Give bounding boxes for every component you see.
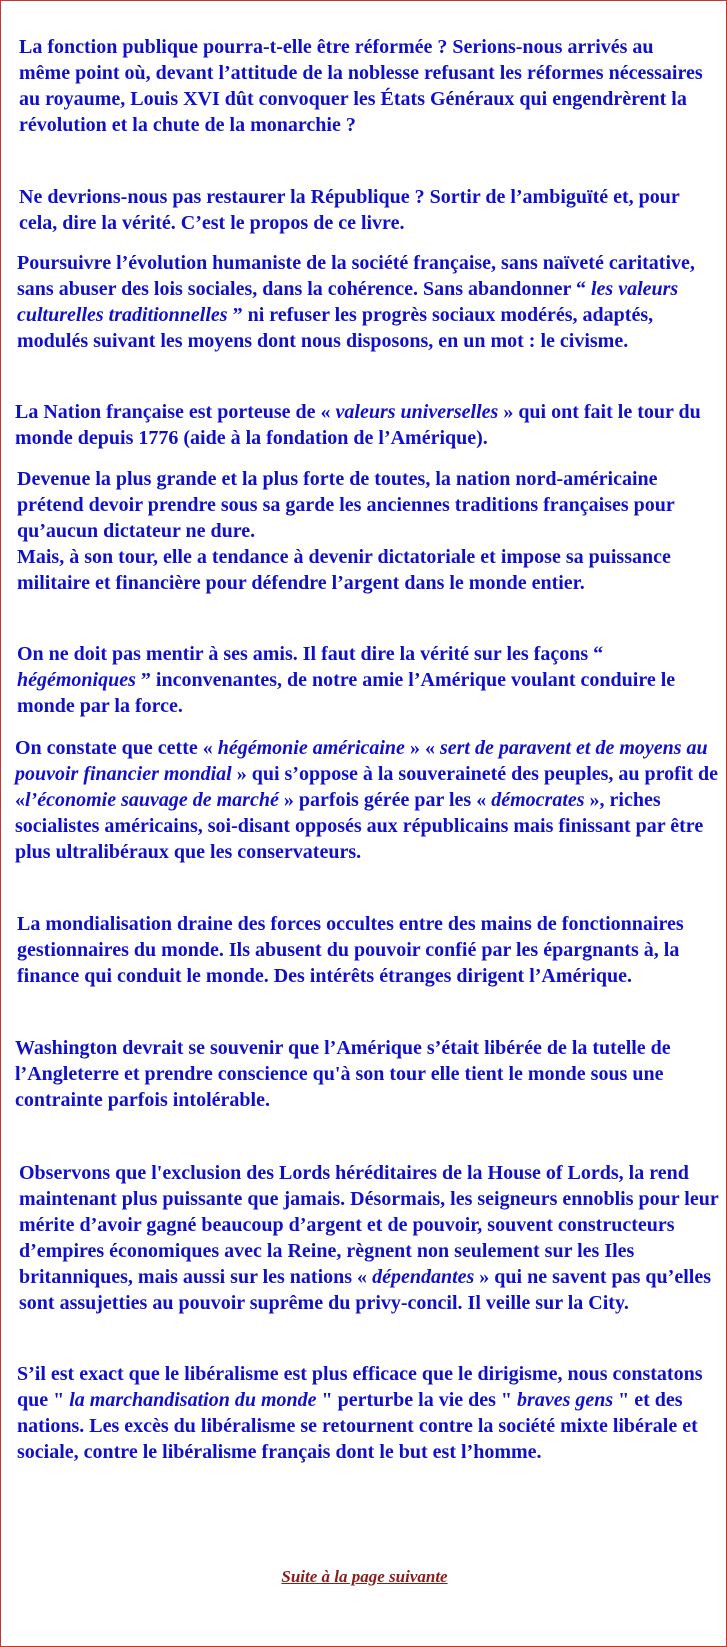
text-run: Poursuivre l’évolution humaniste de la société française, sans naïveté caritative, sans abuser des lois sociales, dans la cohérence. Sans abandonner “ (17, 252, 695, 300)
text-run: S’il est exact que le libéralisme est plus efficace que le dirigisme, nous constatons que " (17, 1363, 703, 1411)
italic-run: les valeurs culturelles traditionnelles (17, 278, 679, 326)
text-run: », riches socialistes américains, soi-disant opposés aux républicains mais finissant par être plus ultralibéraux que les conservateurs. (15, 789, 704, 863)
italic-run: sert de paravent et de moyens au pouvoir financier mondial (15, 737, 708, 785)
paragraph-house-of-lords (19, 1160, 719, 1316)
paragraph-truth-to-friends (17, 641, 722, 719)
italic-run: dépendantes (372, 1266, 475, 1288)
text-run: » « (404, 737, 440, 759)
italic-run: valeurs universelles (335, 401, 499, 423)
text-run: La Nation française est porteuse de « (15, 401, 336, 423)
text-run: " et des nations. Les excès du libéralisme se retournent contre la société mixte libérale et sociale, contre le libéralisme français dont le but est l’homme. (17, 1389, 698, 1463)
text-run: Mais, à son tour, elle a tendance à devenir dictatoriale et impose sa puissance militaire et financière pour défendre l’argent dans le monde entier. (17, 546, 671, 594)
next-page-link[interactable]: Suite à la page suivante (281, 1567, 448, 1586)
text-run: » qui ont fait le tour du monde depuis 1776 (aide à la fondation de l’Amérique). (15, 401, 701, 449)
paragraph-washington: Washington devrait se souvenir que l’Amérique s’était libérée de la tutelle de l’Angleterre et prendre conscience qu'à son tour elle tient le monde sous une contrainte parfois intolérable. (15, 1037, 671, 1111)
text-run: ” ni refuser les progrès sociaux modérés, adaptés, modulés suivant les moyens dont nous disposons, en un mot : le civisme. (17, 304, 654, 352)
text-run: On constate que cette « (15, 737, 218, 759)
text-run: Observons que l'exclusion des Lords héréditaires de la House of Lords, la rend maintenant plus puissante que jamais. Désormais, les seigneurs ennoblis pour leur mérite d’avoir gagné beaucoup d’argent et de pouvoir, souvent constructeurs d’empires économiques avec la Reine, règnent non seulement sur les Iles britanniques, mais aussi sur les nations « (19, 1162, 719, 1288)
text-run: ” inconvenantes, de notre amie l’Amérique voulant conduire le monde par la force. (17, 669, 676, 717)
text-run: " perturbe la vie des " (316, 1389, 518, 1411)
paragraph-universal-values (15, 399, 720, 451)
paragraph-reform-question: La fonction publique pourra-t-elle être réformée ? Serions-nous arrivés au même point où, devant l’attitude de la noblesse refusant les réformes nécessaires au royaume, Louis XVI dût convoquer les États Généraux qui engendrèrent la révolution et la chute de la monarchie ? (19, 36, 703, 136)
text-run: » parfois gérée par les « (278, 789, 492, 811)
italic-run: braves gens (517, 1389, 614, 1411)
paragraph-american-hegemony (15, 735, 723, 865)
italic-run: l’économie sauvage de marché (25, 789, 279, 811)
italic-run: hégémonie américaine (217, 737, 405, 759)
paragraph-humanist-evolution (17, 250, 717, 354)
italic-run: la marchandisation du monde (69, 1389, 317, 1411)
paragraph-north-american-nation (17, 466, 722, 596)
italic-run: hégémoniques (17, 669, 136, 691)
text-run: Devenue la plus grande et la plus forte de toutes, la nation nord-américaine prétend devoir prendre sous sa garde les anciennes traditions françaises pour qu’aucun dictateur ne dure. (17, 468, 675, 542)
paragraph-globalisation: La mondialisation draine des forces occultes entre des mains de fonctionnaires gestionnaires du monde. Ils abusent du pouvoir confié par les épargnants à, la finance qui conduit le monde. Des intérêts étranges dirigent l’Amérique. (17, 913, 684, 987)
paragraph-restore-republic: Ne devrions-nous pas restaurer la République ? Sortir de l’ambiguïté et, pour cela, dire la vérité. C’est le propos de ce livre. (19, 186, 680, 234)
text-run: » qui s’oppose à la souveraineté des peuples, au profit de « (15, 763, 719, 811)
text-run: » qui ne savent pas qu’elles sont assujetties au pouvoir suprême du privy-concil. Il veille sur la City. (19, 1266, 711, 1314)
paragraph-liberalism (17, 1361, 722, 1465)
text-run: On ne doit pas mentir à ses amis. Il faut dire la vérité sur les façons “ (17, 643, 604, 665)
italic-run: démocrates (491, 789, 585, 811)
